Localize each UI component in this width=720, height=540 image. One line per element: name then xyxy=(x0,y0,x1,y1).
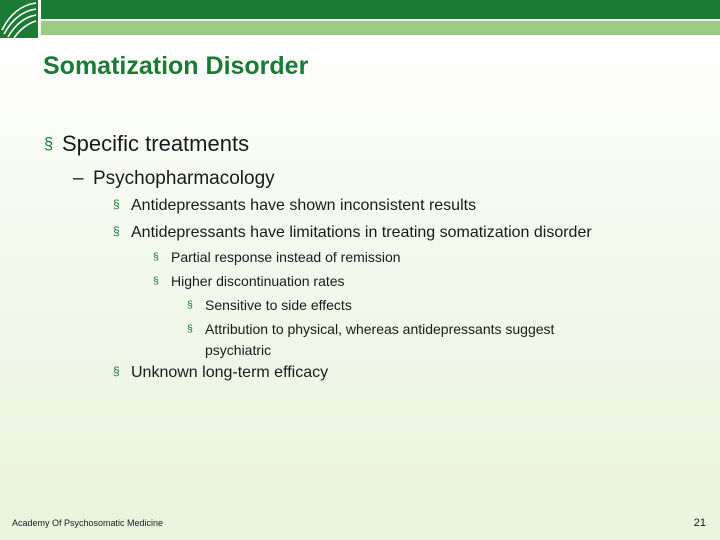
bullet-line xyxy=(187,319,554,340)
bullet-l1-specific-treatments xyxy=(44,131,249,157)
bullet-text: Specific treatments xyxy=(62,131,250,156)
logo-icon xyxy=(0,0,38,38)
bullet-l2-psychopharmacology xyxy=(73,168,275,190)
bullet-l4-partial-response xyxy=(153,249,401,265)
bullet-text: Psychopharmacology xyxy=(93,168,275,189)
bullet-text-continuation: psychiatric xyxy=(205,342,272,358)
bullet-l4-discontinuation xyxy=(153,273,345,289)
bullet-marker: § xyxy=(113,197,120,211)
bullet-marker: § xyxy=(153,275,159,287)
bullet-l3-unknown-efficacy xyxy=(113,364,328,382)
bullet-marker: – xyxy=(73,168,84,189)
bullet-l3-limitations xyxy=(113,224,592,242)
bullet-marker: § xyxy=(44,135,54,153)
bullet-l5-side-effects xyxy=(187,295,352,316)
footer-text: Academy Of Psychosomatic Medicine xyxy=(12,518,164,528)
bullet-marker: § xyxy=(113,364,120,378)
bullet-text: Partial response instead of remission xyxy=(171,249,401,265)
bullet-l3-inconsistent-results xyxy=(113,197,476,215)
bullet-text: Higher discontinuation rates xyxy=(171,273,345,289)
header-bar-light xyxy=(41,21,720,35)
header-bar-dark xyxy=(41,0,720,19)
bullet-marker: § xyxy=(187,323,193,335)
page-number: 21 xyxy=(693,517,706,529)
bullet-l5-attribution xyxy=(187,319,554,361)
slide-background xyxy=(0,35,720,540)
bullet-marker: § xyxy=(113,224,120,238)
bullet-text: Antidepressants have limitations in treating somatization disorder xyxy=(131,224,592,241)
bullet-text: Sensitive to side effects xyxy=(205,297,352,313)
bullet-marker: § xyxy=(187,299,193,311)
bullet-marker: § xyxy=(153,251,159,263)
bullet-text: Attribution to physical, whereas antidepressants suggest xyxy=(205,321,555,337)
bullet-text: Antidepressants have shown inconsistent results xyxy=(131,197,477,214)
bullet-text: Unknown long-term efficacy xyxy=(131,364,329,381)
slide-title: Somatization Disorder xyxy=(43,52,309,80)
